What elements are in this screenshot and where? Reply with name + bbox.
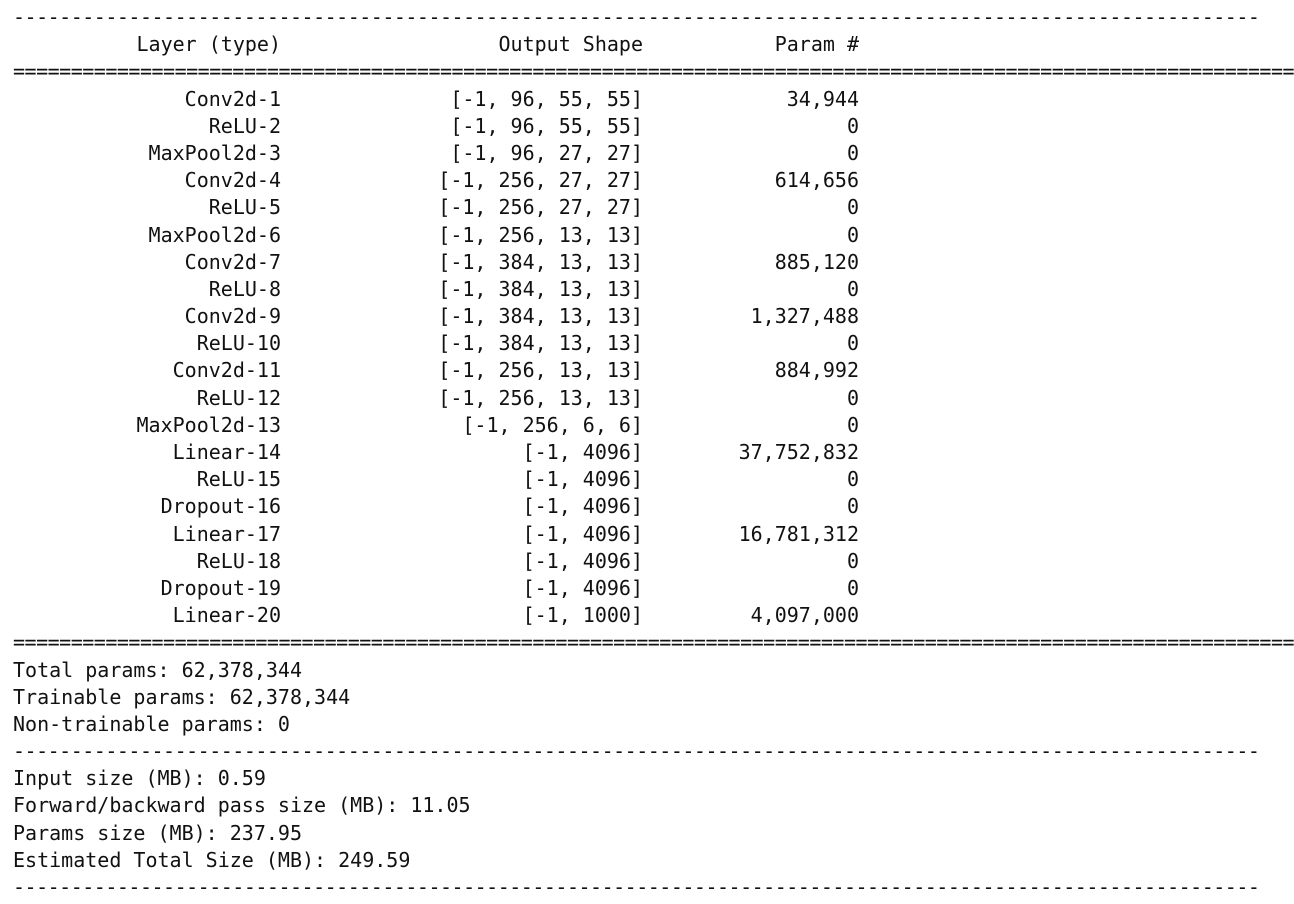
output-shape: [-1, 96, 27, 27] [450,140,643,165]
output-shape: [-1, 4096] [522,440,643,464]
table-header [13,31,873,58]
size-summary [13,765,873,874]
layer-name: Conv2d-9 [184,304,281,329]
output-shape: [-1, 4096] [522,467,643,492]
layer-name: ReLU-2 [208,113,281,138]
dash-rule-bottom: ------------------------------------------------------------------------------------------------------------ [13,875,1260,899]
layer-name: ReLU-8 [208,276,281,301]
output-shape: [-1, 256, 6, 6] [462,412,643,437]
table-row [13,602,873,629]
layer-name: Dropout-16 [160,494,281,519]
param-count: 0 [846,575,859,600]
estimated-total-size: Estimated Total Size (MB): 249.59 [13,847,411,872]
dash-rule-middle: ------------------------------------------------------------------------------------------------------------ [13,739,1260,764]
table-row [13,493,873,520]
header-param-count: Param # [774,32,859,57]
layer-name: ReLU-18 [196,548,281,573]
table-row [13,357,873,384]
table-row [13,385,873,412]
table-row [13,575,873,602]
table-row [13,330,873,357]
output-shape: [-1, 256, 27, 27] [438,168,643,193]
output-shape: [-1, 1000] [522,603,643,628]
table-row [13,303,873,330]
param-count: 0 [846,548,859,573]
param-count: 0 [846,222,859,247]
param-count: 1,327,488 [750,304,859,329]
output-shape: [-1, 256, 13, 13] [438,222,643,247]
non-trainable-params: Non-trainable params: 0 [13,711,290,736]
input-size: Input size (MB): 0.59 [13,766,266,791]
param-count: 16,781,312 [738,521,859,546]
param-count: 0 [846,331,859,356]
layer-name: ReLU-12 [196,385,281,410]
table-row [13,466,873,493]
total-params: Total params: 62,378,344 [13,657,302,682]
layer-name: Dropout-19 [160,575,281,600]
layer-name: Conv2d-7 [184,249,281,274]
params-summary [13,657,873,739]
layer-name: Linear-20 [172,603,281,628]
output-shape: [-1, 256, 27, 27] [438,195,643,220]
layer-name: Linear-17 [172,521,281,546]
table-row [13,194,873,221]
trainable-params: Trainable params: 62,378,344 [13,684,351,709]
output-shape: [-1, 4096] [522,521,643,546]
layer-name: MaxPool2d-13 [136,412,281,437]
param-count: 0 [846,467,859,492]
output-shape: [-1, 384, 13, 13] [438,331,643,356]
table-row [13,521,873,548]
param-count: 0 [846,494,859,519]
model-summary [13,4,1294,901]
layer-name: ReLU-5 [208,195,281,220]
layer-name: MaxPool2d-3 [148,140,281,165]
param-count: 0 [846,113,859,138]
layer-name: ReLU-15 [196,467,281,492]
output-shape: [-1, 4096] [522,548,643,573]
layer-name: Linear-14 [172,440,281,464]
forward-backward-size: Forward/backward pass size (MB): 11.05 [13,793,471,818]
table-row [13,548,873,575]
param-count: 34,944 [786,86,859,111]
output-shape: [-1, 384, 13, 13] [438,276,643,301]
output-shape: [-1, 256, 13, 13] [438,385,643,410]
table-row [13,113,873,140]
output-shape: [-1, 4096] [522,494,643,519]
layer-name: Conv2d-4 [184,168,281,193]
double-rule-header: =============================================================================================================== [13,59,1294,84]
table-row [13,249,873,276]
layer-name: ReLU-10 [196,331,281,356]
param-count: 885,120 [774,249,859,274]
output-shape: [-1, 96, 55, 55] [450,113,643,138]
output-shape: [-1, 256, 13, 13] [438,358,643,383]
param-count: 0 [846,140,859,165]
output-shape: [-1, 96, 55, 55] [450,86,643,111]
params-size: Params size (MB): 237.95 [13,820,302,845]
double-rule-footer: =============================================================================================================== [13,630,1294,655]
param-count: 37,752,832 [738,440,859,464]
header-layer-type: Layer (type) [136,32,281,57]
table-row [13,222,873,249]
table-row [13,276,873,303]
output-shape: [-1, 384, 13, 13] [438,304,643,329]
table-row [13,439,873,466]
param-count: 0 [846,195,859,220]
table-row [13,167,873,194]
param-count: 0 [846,385,859,410]
table-row [13,140,873,167]
layer-name: Conv2d-11 [172,358,281,383]
dash-rule-top: ------------------------------------------------------------------------------------------------------------ [13,5,1260,29]
output-shape: [-1, 4096] [522,575,643,600]
param-count: 614,656 [774,168,859,193]
header-output-shape: Output Shape [498,32,643,57]
layer-name: MaxPool2d-6 [148,222,281,247]
output-shape: [-1, 384, 13, 13] [438,249,643,274]
param-count: 0 [846,276,859,301]
layer-table [13,86,873,630]
layer-name: Conv2d-1 [184,86,281,111]
param-count: 4,097,000 [750,603,859,628]
table-row [13,86,873,113]
param-count: 0 [846,412,859,437]
table-row [13,412,873,439]
param-count: 884,992 [774,358,859,383]
